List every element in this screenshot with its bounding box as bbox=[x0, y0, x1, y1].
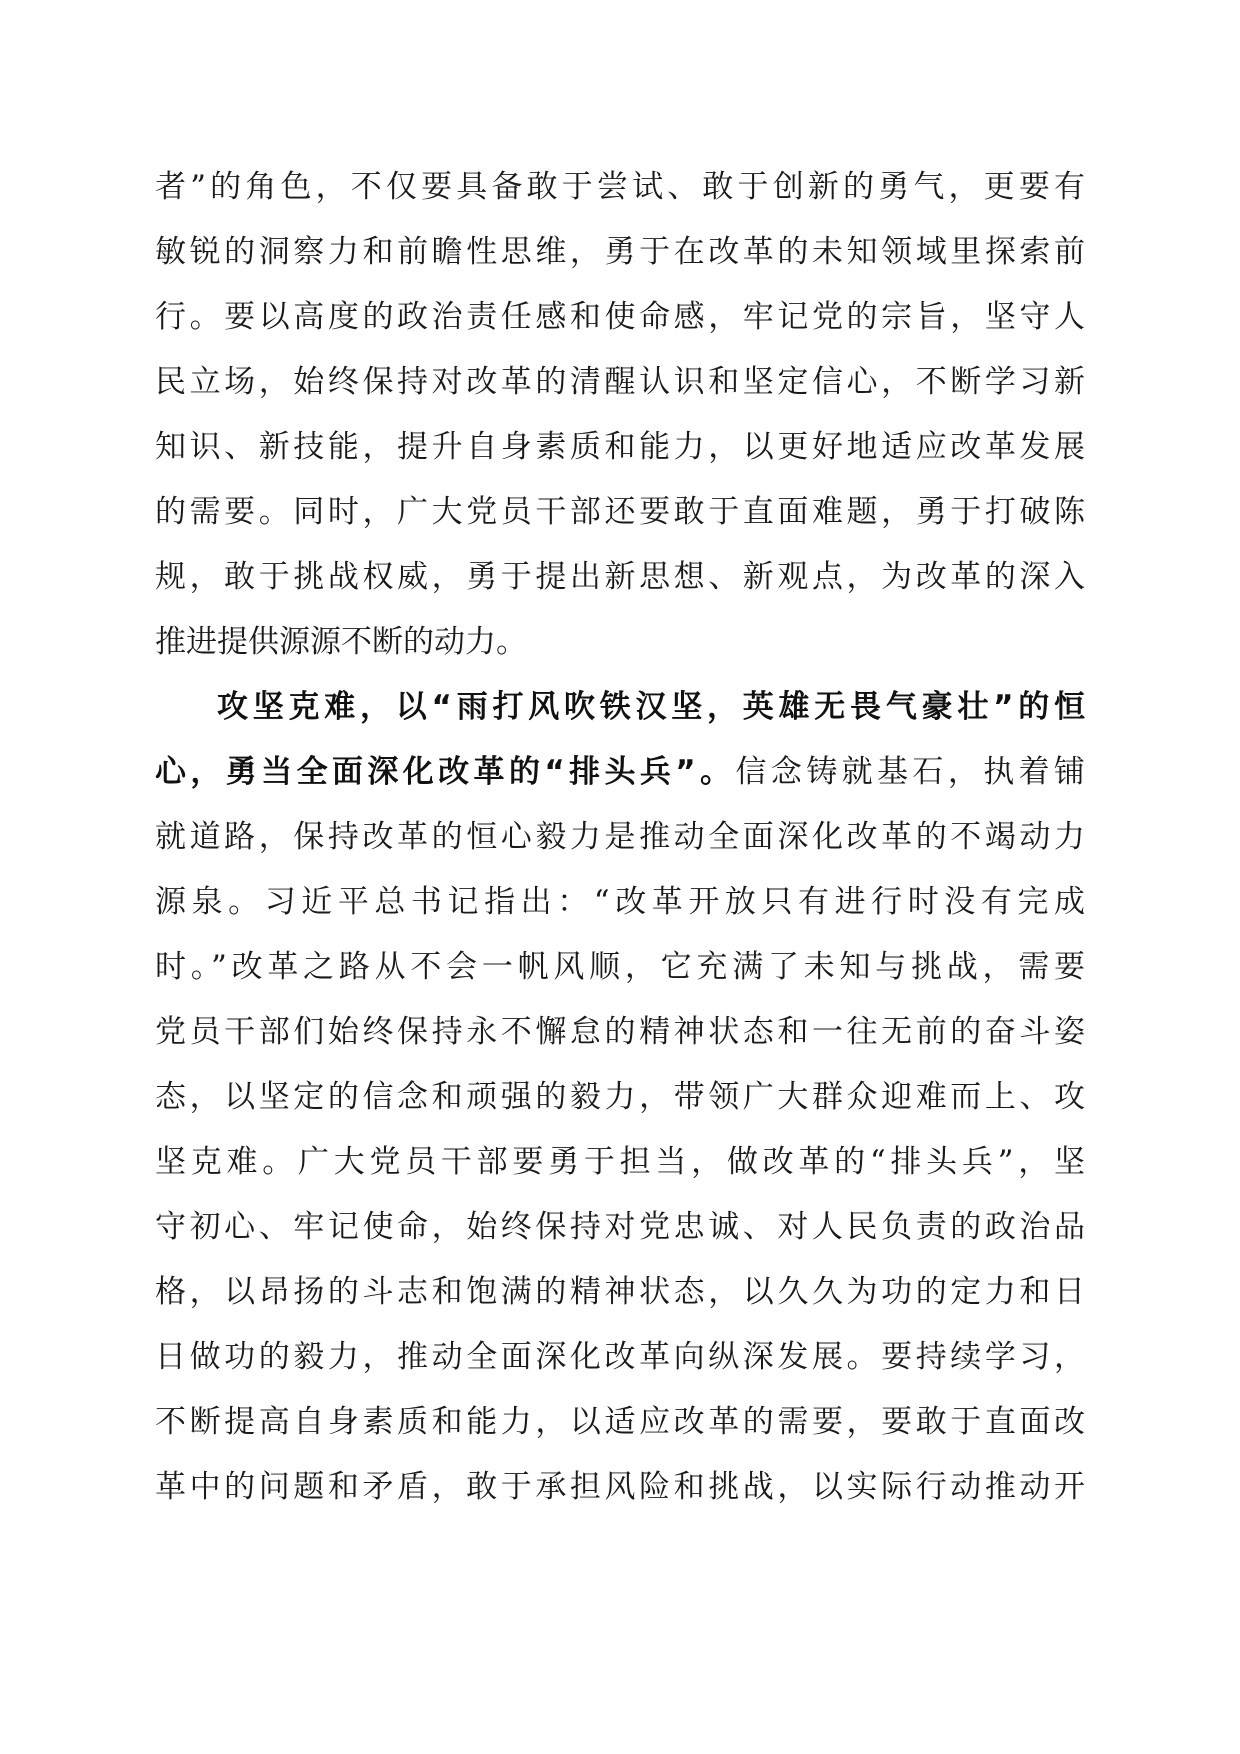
paragraph-line: 革中的问题和矛盾，敢于承担风险和挑战，以实际行动推动开 bbox=[155, 1469, 1085, 1505]
paragraph-line: 坚克难。广大党员干部要勇于担当，做改革的“排头兵”，坚 bbox=[155, 1144, 1085, 1180]
paragraph-line: 者”的角色，不仅要具备敢于尝试、敢于创新的勇气，更要有 bbox=[155, 169, 1085, 205]
paragraph-line: 日做功的毅力，推动全面深化改革向纵深发展。要持续学习， bbox=[155, 1339, 1085, 1375]
paragraph-line: 守初心、牢记使命，始终保持对党忠诚、对人民负责的政治品 bbox=[155, 1209, 1085, 1245]
paragraph-line: 不断提高自身素质和能力，以适应改革的需要，要敢于直面改 bbox=[155, 1404, 1085, 1440]
paragraph-line bbox=[155, 740, 1085, 805]
paragraph-line: 格，以昂扬的斗志和饱满的精神状态，以久久为功的定力和日 bbox=[155, 1274, 1085, 1310]
paragraph-text: 信念铸就基石，执着铺 bbox=[735, 754, 1085, 790]
document-page bbox=[155, 155, 1085, 1520]
paragraph-line: 推进提供源源不断的动力。 bbox=[155, 624, 527, 660]
paragraph-heading-tail: 心，勇当全面深化改革的“排头兵”。 bbox=[155, 754, 736, 790]
paragraph-2 bbox=[155, 675, 1085, 1520]
paragraph-1 bbox=[155, 155, 1085, 675]
paragraph-line: 时。”改革之路从不会一帆风顺，它充满了未知与挑战，需要 bbox=[155, 949, 1085, 985]
paragraph-line: 源泉。习近平总书记指出：“改革开放只有进行时没有完成 bbox=[155, 884, 1085, 920]
paragraph-heading-line: 攻坚克难，以“雨打风吹铁汉坚，英雄无畏气豪壮”的恒 bbox=[217, 689, 1085, 725]
paragraph-line: 规，敢于挑战权威，勇于提出新思想、新观点，为改革的深入 bbox=[155, 559, 1085, 595]
paragraph-line: 民立场，始终保持对改革的清醒认识和坚定信心，不断学习新 bbox=[155, 364, 1085, 400]
paragraph-line: 就道路，保持改革的恒心毅力是推动全面深化改革的不竭动力 bbox=[155, 819, 1085, 855]
paragraph-line: 知识、新技能，提升自身素质和能力，以更好地适应改革发展 bbox=[155, 429, 1085, 465]
paragraph-line: 党员干部们始终保持永不懈怠的精神状态和一往无前的奋斗姿 bbox=[155, 1014, 1085, 1050]
paragraph-line: 行。要以高度的政治责任感和使命感，牢记党的宗旨，坚守人 bbox=[155, 299, 1085, 335]
paragraph-line: 态，以坚定的信念和顽强的毅力，带领广大群众迎难而上、攻 bbox=[155, 1079, 1085, 1115]
paragraph-line: 敏锐的洞察力和前瞻性思维，勇于在改革的未知领域里探索前 bbox=[155, 234, 1085, 270]
paragraph-line: 的需要。同时，广大党员干部还要敢于直面难题，勇于打破陈 bbox=[155, 494, 1085, 530]
